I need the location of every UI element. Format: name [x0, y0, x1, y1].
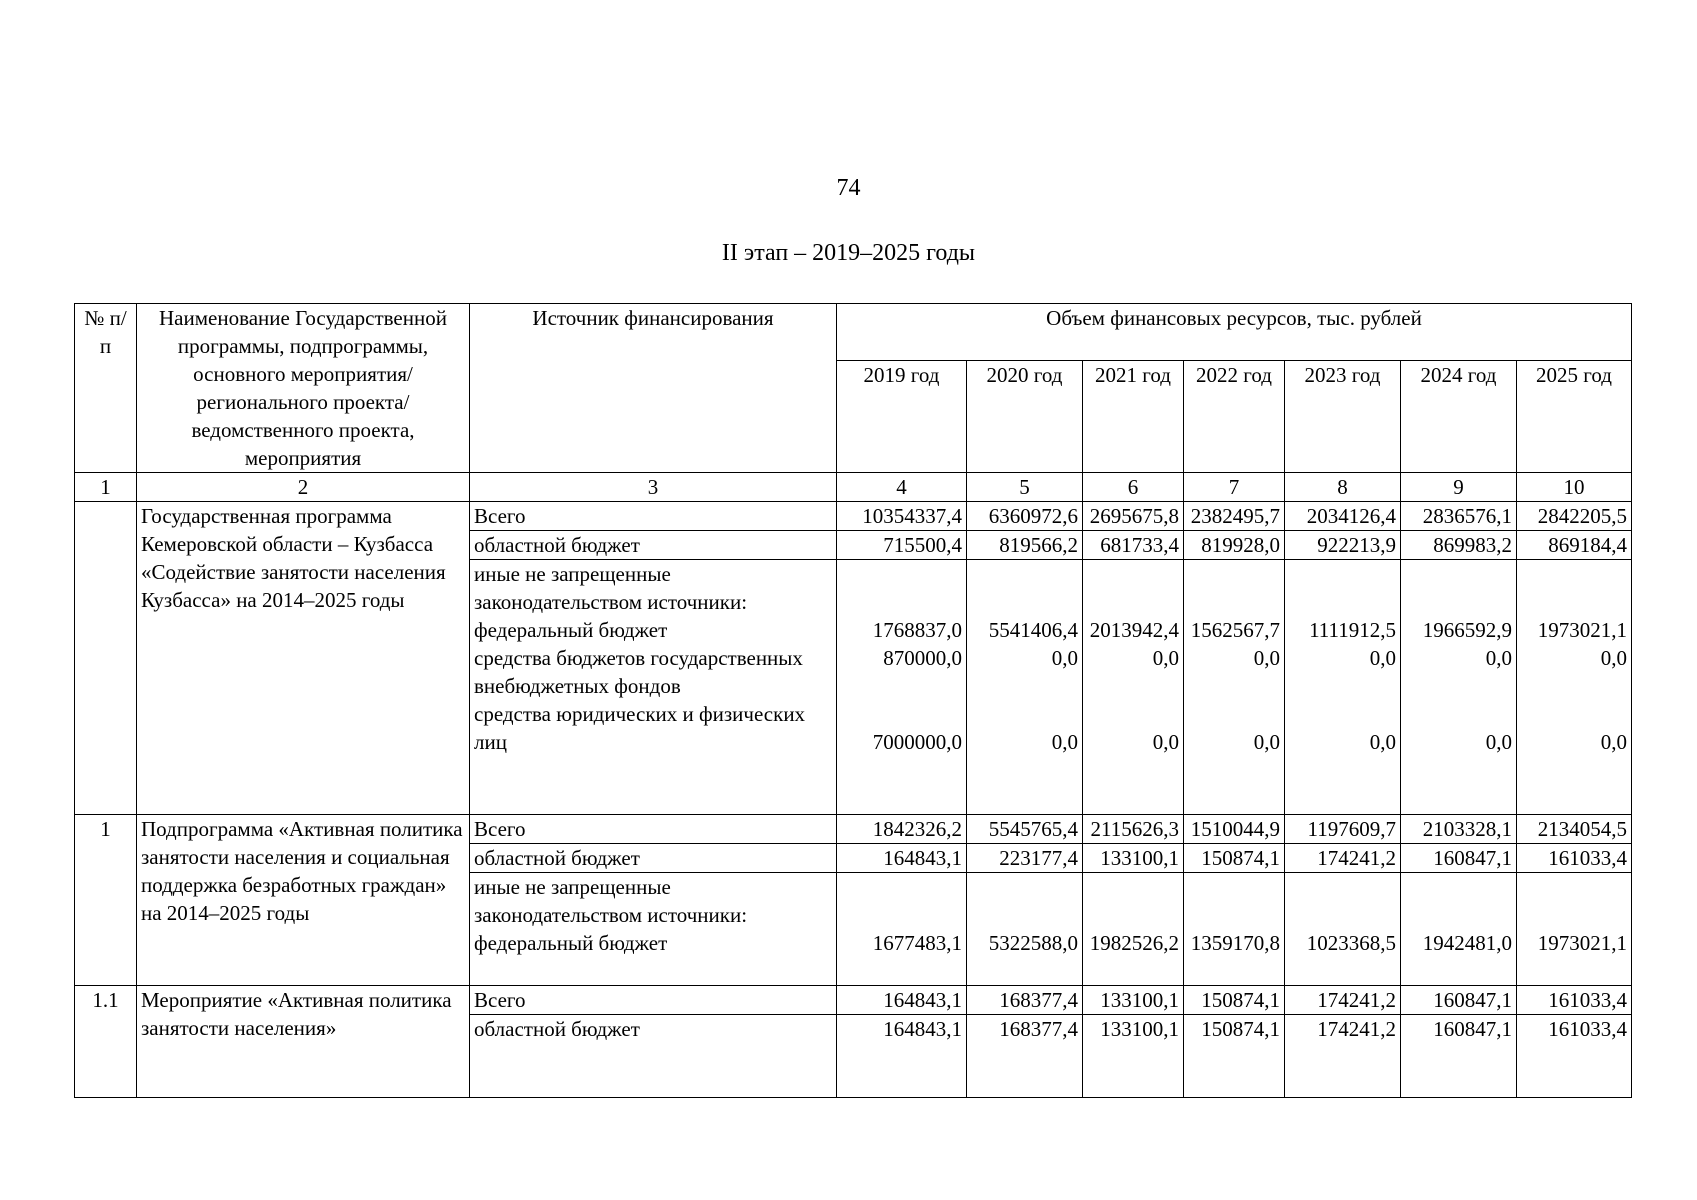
value-cell: 1677483,1	[872, 931, 962, 955]
source-label: Всего	[470, 502, 837, 531]
value-stack	[967, 560, 1083, 815]
value-cell: 174241,2	[1285, 844, 1401, 873]
budget-table	[74, 303, 1632, 1098]
value-cell: 160847,1	[1401, 986, 1517, 1015]
value-cell: 1842326,2	[837, 815, 967, 844]
header-year: 2024 год	[1401, 361, 1517, 473]
value-cell: 869184,4	[1517, 531, 1632, 560]
value-stack	[1517, 560, 1632, 815]
value-cell: 174241,2	[1285, 1015, 1401, 1098]
value-cell: 1197609,7	[1285, 815, 1401, 844]
column-number: 9	[1401, 473, 1517, 502]
value-cell: 223177,4	[967, 844, 1083, 873]
source-label: областной бюджет	[470, 844, 837, 873]
value-cell: 0,0	[1253, 646, 1280, 670]
column-number-row	[75, 473, 1632, 502]
stage-title: II этап – 2019–2025 годы	[721, 240, 976, 266]
value-cell: 0,0	[1253, 730, 1280, 754]
value-cell: 715500,4	[837, 531, 967, 560]
value-stack	[1083, 560, 1184, 815]
header-year: 2023 год	[1285, 361, 1401, 473]
source-label: федеральный бюджет	[474, 931, 668, 955]
header-year: 2019 год	[837, 361, 967, 473]
value-cell: 168377,4	[967, 1015, 1083, 1098]
row-name: Подпрограмма «Активная политика занятости населения и социальная поддержка безработных граждан» на 2014–2025 годы	[137, 815, 470, 986]
header-year: 2022 год	[1184, 361, 1285, 473]
table-row	[75, 502, 1632, 531]
value-cell: 819928,0	[1184, 531, 1285, 560]
value-cell: 2013942,4	[1089, 618, 1179, 642]
column-number: 2	[137, 473, 470, 502]
value-cell: 164843,1	[837, 986, 967, 1015]
value-stack	[1285, 560, 1401, 815]
value-cell: 1982526,2	[1089, 931, 1179, 955]
value-stack	[1184, 560, 1285, 815]
page-number: 74	[836, 175, 861, 201]
value-cell: 0,0	[1485, 730, 1512, 754]
value-cell: 2382495,7	[1184, 502, 1285, 531]
column-number: 8	[1285, 473, 1401, 502]
source-label: средства юридических и физических лиц	[474, 702, 806, 754]
value-cell: 1973021,1	[1537, 618, 1628, 642]
value-cell: 1111912,5	[1309, 618, 1396, 642]
value-cell: 0,0	[1152, 646, 1179, 670]
source-label: федеральный бюджет	[474, 618, 668, 642]
value-stack	[1184, 873, 1285, 986]
source-label: иные не запрещенные законодательством источники:	[474, 562, 748, 614]
header-volume: Объем финансовых ресурсов, тыс. рублей	[837, 304, 1632, 361]
value-stack	[967, 873, 1083, 986]
value-cell: 681733,4	[1083, 531, 1184, 560]
value-cell: 133100,1	[1083, 1015, 1184, 1098]
value-cell: 161033,4	[1517, 844, 1632, 873]
value-cell: 2115626,3	[1083, 815, 1184, 844]
value-cell: 5322588,0	[988, 931, 1078, 955]
value-cell: 150874,1	[1184, 844, 1285, 873]
header-year: 2020 год	[967, 361, 1083, 473]
value-cell: 0,0	[1369, 730, 1396, 754]
row-number: 1.1	[75, 986, 137, 1098]
value-stack	[1401, 560, 1517, 815]
value-cell: 174241,2	[1285, 986, 1401, 1015]
value-cell: 160847,1	[1401, 844, 1517, 873]
value-cell: 2034126,4	[1285, 502, 1401, 531]
header-source: Источник финансирования	[470, 304, 837, 473]
value-cell: 150874,1	[1184, 986, 1285, 1015]
header-name: Наименование Государственной программы, подпрограммы, основного мероприятия/ регионального проекта/ ведомственного проекта, мероприятия	[137, 304, 470, 473]
value-cell: 0,0	[1600, 646, 1628, 670]
value-cell: 168377,4	[967, 986, 1083, 1015]
value-cell: 2842205,5	[1517, 502, 1632, 531]
value-cell: 1768837,0	[872, 618, 962, 642]
table-row	[75, 986, 1632, 1015]
value-cell: 150874,1	[1184, 1015, 1285, 1098]
value-stack	[837, 560, 967, 815]
value-cell: 1359170,8	[1190, 931, 1280, 955]
value-cell: 1510044,9	[1184, 815, 1285, 844]
value-cell: 2134054,5	[1517, 815, 1632, 844]
value-cell: 0,0	[1600, 730, 1628, 754]
value-cell: 870000,0	[883, 646, 962, 670]
value-cell: 164843,1	[837, 844, 967, 873]
column-number: 4	[837, 473, 967, 502]
value-cell: 133100,1	[1083, 844, 1184, 873]
source-label: Всего	[470, 986, 837, 1015]
header-year: 2025 год	[1517, 361, 1632, 473]
value-cell: 7000000,0	[872, 730, 962, 754]
value-cell: 2103328,1	[1401, 815, 1517, 844]
row-name: Мероприятие «Активная политика занятости населения»	[137, 986, 470, 1098]
value-stack	[1083, 873, 1184, 986]
source-label: средства бюджетов государственных внебюджетных фондов	[474, 646, 803, 698]
value-cell: 0,0	[1051, 646, 1078, 670]
value-stack	[1517, 873, 1632, 986]
value-stack	[1401, 873, 1517, 986]
value-stack	[1285, 873, 1401, 986]
column-number: 6	[1083, 473, 1184, 502]
value-cell: 819566,2	[967, 531, 1083, 560]
value-cell: 922213,9	[1285, 531, 1401, 560]
row-number	[75, 502, 137, 815]
row-name: Государственная программа Кемеровской области – Кузбасса «Содействие занятости населения Кузбасса» на 2014–2025 годы	[137, 502, 470, 815]
source-label: областной бюджет	[470, 1015, 837, 1098]
value-cell: 869983,2	[1401, 531, 1517, 560]
value-cell: 161033,4	[1517, 986, 1632, 1015]
value-cell: 2836576,1	[1401, 502, 1517, 531]
column-number: 1	[75, 473, 137, 502]
value-cell: 1942481,0	[1422, 931, 1512, 955]
source-label: Всего	[470, 815, 837, 844]
source-label: областной бюджет	[470, 531, 837, 560]
value-cell: 0,0	[1485, 646, 1512, 670]
value-cell: 1966592,9	[1422, 618, 1512, 642]
value-cell: 1023368,5	[1306, 931, 1396, 955]
value-cell: 10354337,4	[837, 502, 967, 531]
value-cell: 0,0	[1152, 730, 1179, 754]
header-no: № п/п	[75, 304, 137, 473]
column-number: 7	[1184, 473, 1285, 502]
column-number: 3	[470, 473, 837, 502]
column-number: 5	[967, 473, 1083, 502]
value-cell: 2695675,8	[1083, 502, 1184, 531]
value-cell: 133100,1	[1083, 986, 1184, 1015]
value-cell: 164843,1	[837, 1015, 967, 1098]
row-number: 1	[75, 815, 137, 986]
table-row	[75, 815, 1632, 844]
source-list	[470, 873, 837, 986]
source-label: иные не запрещенные законодательством источники:	[474, 875, 748, 927]
value-cell: 5541406,4	[988, 618, 1078, 642]
value-cell: 0,0	[1369, 646, 1396, 670]
value-cell: 1562567,7	[1190, 618, 1280, 642]
value-cell: 160847,1	[1401, 1015, 1517, 1098]
value-cell: 5545765,4	[967, 815, 1083, 844]
value-stack	[837, 873, 967, 986]
column-number: 10	[1517, 473, 1632, 502]
value-cell: 6360972,6	[967, 502, 1083, 531]
value-cell: 1973021,1	[1537, 931, 1628, 955]
source-list	[470, 560, 837, 815]
header-row	[75, 304, 1632, 361]
value-cell: 0,0	[1051, 730, 1078, 754]
header-year: 2021 год	[1083, 361, 1184, 473]
value-cell: 161033,4	[1517, 1015, 1632, 1098]
